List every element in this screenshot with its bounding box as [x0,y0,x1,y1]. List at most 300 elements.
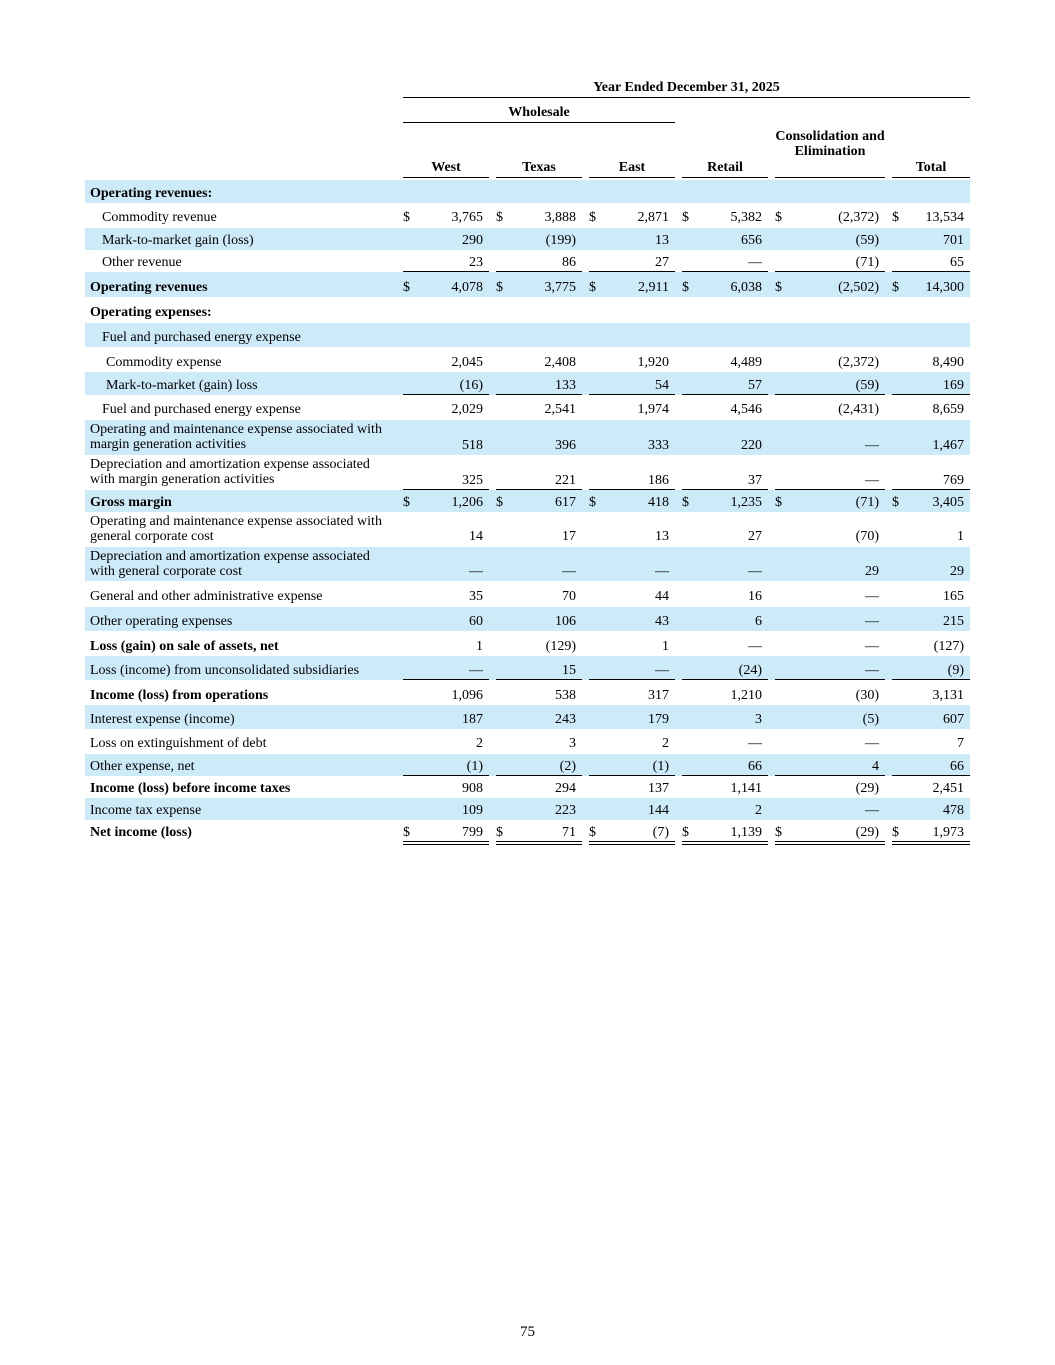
cell-value: 290 [462,233,483,248]
subtotal-rule [775,775,885,776]
cell-value: (2,372) [838,355,879,370]
cell-value: 187 [462,712,483,727]
row-label: Interest expense (income) [90,712,235,727]
value-cell [775,402,879,417]
cell-value: (2,502) [838,280,879,295]
cell-value: 43 [655,614,669,629]
value-cell [892,280,964,295]
row-label: Fuel and purchased energy expense [102,330,301,345]
cell-value: (5) [862,712,879,727]
cell-value: 4,546 [730,402,762,417]
subtotal-rule [589,679,675,680]
dollar-sign: $ [892,825,899,840]
row-label: Gross margin [90,495,172,510]
cell-value: 1,141 [730,781,762,796]
dollar-sign: $ [403,210,410,225]
cell-value: — [562,564,576,579]
subtotal-rule [682,775,768,776]
row-label: Income (loss) before income taxes [90,781,291,796]
value-cell [403,255,483,270]
value-cell [682,688,762,703]
subtotal-rule [403,271,489,272]
cell-value: (71) [855,255,879,270]
total-double-rule [496,841,582,845]
cell-value: 6 [755,614,762,629]
cell-value: (2) [559,759,576,774]
value-cell [403,280,483,295]
cell-value: 1,973 [932,825,964,840]
cell-value: — [748,255,762,270]
cell-value: 44 [655,589,669,604]
cell-value: 2,045 [451,355,483,370]
cell-value: 57 [748,378,762,393]
cell-value: 1,096 [451,688,483,703]
value-cell [775,736,879,751]
cell-value: 29 [950,564,964,579]
dollar-sign: $ [892,210,899,225]
dollar-sign: $ [775,825,782,840]
value-cell [589,378,669,393]
value-cell [589,614,669,629]
cell-value: 14 [469,529,483,544]
cell-value: 518 [462,438,483,453]
cell-value: 538 [555,688,576,703]
value-cell [589,712,669,727]
cell-value: 1 [662,639,669,654]
row-label: Other operating expenses [90,614,233,629]
value-cell [682,712,762,727]
row-label: Operating and maintenance expense associated with margin generation activities [90,422,382,452]
value-cell [589,825,669,840]
cell-value: (1) [466,759,483,774]
value-cell [589,280,669,295]
cell-value: 3,775 [544,280,576,295]
cell-value: 7 [957,736,964,751]
value-cell [496,712,576,727]
total-double-rule [682,841,768,845]
value-cell [589,688,669,703]
row-label: Operating and maintenance expense associated with general corporate cost [90,514,382,544]
value-cell [682,529,762,544]
subtotal-rule [892,271,970,272]
cell-value: 8,659 [932,402,964,417]
value-cell [682,233,762,248]
cell-value: (16) [459,378,483,393]
subtotal-rule [496,775,582,776]
value-cell [775,529,879,544]
cell-value: — [865,736,879,751]
value-cell [496,564,576,579]
cell-value: — [865,663,879,678]
value-cell [892,564,964,579]
row-label: Operating expenses: [90,305,212,320]
value-cell [892,712,964,727]
cell-value: (9) [947,663,964,678]
subtotal-rule [682,394,768,395]
subtotal-rule [775,679,885,680]
value-cell [403,736,483,751]
value-cell [589,473,669,488]
row-label: Commodity revenue [102,210,217,225]
value-cell [403,402,483,417]
value-cell [682,614,762,629]
wholesale-heading-rule [403,122,675,123]
cell-value: 1,210 [730,688,762,703]
value-cell [589,759,669,774]
value-cell [589,736,669,751]
value-cell [775,589,879,604]
dollar-sign: $ [682,210,689,225]
value-cell [496,781,576,796]
value-cell [892,378,964,393]
cell-value: 769 [943,473,964,488]
value-cell [775,280,879,295]
cell-value: — [865,589,879,604]
cell-value: 2,871 [637,210,669,225]
value-cell [682,639,762,654]
value-cell [682,402,762,417]
value-cell [496,280,576,295]
cell-value: 799 [462,825,483,840]
value-cell [892,639,964,654]
value-cell [403,803,483,818]
cell-value: 13 [655,233,669,248]
cell-value: 133 [555,378,576,393]
cell-value: 27 [655,255,669,270]
value-cell [496,825,576,840]
cell-value: 60 [469,614,483,629]
value-cell [682,781,762,796]
value-cell [892,233,964,248]
cell-value: 2,911 [638,280,669,295]
column-header: Consolidation and Elimination [775,129,885,159]
cell-value: 186 [648,473,669,488]
cell-value: 54 [655,378,669,393]
value-cell [682,759,762,774]
value-cell [892,589,964,604]
cell-value: 1,467 [932,438,964,453]
cell-value: — [748,736,762,751]
column-header: Total [915,160,947,175]
value-cell [892,438,964,453]
cell-value: 215 [943,614,964,629]
cell-value: 294 [555,781,576,796]
cell-value: 16 [748,589,762,604]
cell-value: 13,534 [925,210,964,225]
value-cell [775,233,879,248]
value-cell [682,736,762,751]
total-double-rule [403,841,489,845]
subtotal-rule [892,679,970,680]
column-header-rule [775,177,885,178]
total-double-rule [775,841,885,845]
value-cell [775,378,879,393]
value-cell [892,210,964,225]
value-cell [496,663,576,678]
value-cell [775,210,879,225]
cell-value: 144 [648,803,669,818]
total-double-rule [892,841,970,845]
row-label: Loss (gain) on sale of assets, net [90,639,279,654]
cell-value: (2,431) [838,402,879,417]
dollar-sign: $ [682,280,689,295]
value-cell [496,355,576,370]
dollar-sign: $ [403,280,410,295]
value-cell [403,614,483,629]
row-label: Net income (loss) [90,825,192,840]
value-cell [682,825,762,840]
row-label: General and other administrative expense [90,589,323,604]
value-cell [403,759,483,774]
value-cell [496,639,576,654]
cell-value: 179 [648,712,669,727]
value-cell [775,712,879,727]
value-cell [682,280,762,295]
column-header-rule [496,177,582,178]
value-cell [403,639,483,654]
row-label: Operating revenues: [90,186,213,201]
dollar-sign: $ [496,825,503,840]
row-label: Other expense, net [90,759,195,774]
column-header: Texas [522,160,556,175]
subtotal-rule [589,394,675,395]
dollar-sign: $ [496,280,503,295]
cell-value: 656 [741,233,762,248]
cell-value: 8,490 [932,355,964,370]
cell-value: 3,888 [544,210,576,225]
value-cell [496,688,576,703]
dollar-sign: $ [892,280,899,295]
cell-value: 701 [943,233,964,248]
value-cell [496,402,576,417]
subtotal-rule [403,489,489,490]
subtotal-rule [892,394,970,395]
value-cell [496,614,576,629]
value-cell [403,688,483,703]
value-cell [403,473,483,488]
cell-value: 3,405 [932,495,964,510]
value-cell [892,402,964,417]
subtotal-rule [589,271,675,272]
period-heading-rule [403,97,970,98]
value-cell [589,803,669,818]
cell-value: 35 [469,589,483,604]
column-header-rule [682,177,768,178]
dollar-sign: $ [403,495,410,510]
value-cell [496,495,576,510]
cell-value: 6,038 [730,280,762,295]
wholesale-heading: Wholesale [508,105,570,120]
value-cell [682,564,762,579]
value-cell [403,495,483,510]
value-cell [403,529,483,544]
value-cell [775,614,879,629]
cell-value: 4 [872,759,879,774]
value-cell [403,438,483,453]
cell-value: 1,920 [637,355,669,370]
dollar-sign: $ [403,825,410,840]
cell-value: 3,765 [451,210,483,225]
cell-value: 15 [562,663,576,678]
value-cell [403,355,483,370]
row-label: Depreciation and amortization expense associated with general corporate cost [90,549,370,579]
value-cell [892,529,964,544]
value-cell [682,589,762,604]
cell-value: 137 [648,781,669,796]
value-cell [892,759,964,774]
value-cell [496,473,576,488]
value-cell [775,473,879,488]
cell-value: (71) [855,495,879,510]
dollar-sign: $ [775,210,782,225]
dollar-sign: $ [775,495,782,510]
column-header: Retail [707,160,743,175]
value-cell [775,438,879,453]
subtotal-rule [775,394,885,395]
value-cell [589,589,669,604]
cell-value: 3 [569,736,576,751]
row-label: Fuel and purchased energy expense [102,402,301,417]
value-cell [682,495,762,510]
value-cell [892,614,964,629]
value-cell [589,663,669,678]
value-cell [775,759,879,774]
value-cell [892,663,964,678]
value-cell [589,402,669,417]
cell-value: (24) [738,663,762,678]
dollar-sign: $ [496,210,503,225]
subtotal-rule [496,271,582,272]
value-cell [892,355,964,370]
value-cell [892,825,964,840]
cell-value: (127) [933,639,964,654]
value-cell [682,378,762,393]
value-cell [496,803,576,818]
cell-value: (1) [652,759,669,774]
value-cell [403,210,483,225]
subtotal-rule [403,679,489,680]
cell-value: 908 [462,781,483,796]
cell-value: 2,029 [451,402,483,417]
cell-value: 165 [943,589,964,604]
cell-value: — [655,663,669,678]
value-cell [496,529,576,544]
cell-value: 2 [476,736,483,751]
cell-value: (129) [545,639,576,654]
value-cell [775,495,879,510]
cell-value: — [865,803,879,818]
row-label: Loss (income) from unconsolidated subsidiaries [90,663,360,678]
value-cell [496,759,576,774]
cell-value: 70 [562,589,576,604]
cell-value: 607 [943,712,964,727]
cell-value: 2,541 [544,402,576,417]
cell-value: 14,300 [925,280,964,295]
cell-value: 333 [648,438,669,453]
cell-value: (2,372) [838,210,879,225]
cell-value: 325 [462,473,483,488]
table-row [85,298,970,322]
value-cell [589,781,669,796]
dollar-sign: $ [682,825,689,840]
value-cell [892,473,964,488]
value-cell [775,639,879,654]
subtotal-rule [496,679,582,680]
cell-value: 1,974 [637,402,669,417]
value-cell [892,688,964,703]
cell-value: — [748,639,762,654]
cell-value: — [865,639,879,654]
cell-value: 169 [943,378,964,393]
row-label: Mark-to-market (gain) loss [106,378,258,393]
value-cell [682,255,762,270]
subtotal-rule [403,775,489,776]
value-cell [403,589,483,604]
cell-value: 13 [655,529,669,544]
table-row [85,180,970,203]
cell-value: — [865,473,879,488]
value-cell [775,663,879,678]
cell-value: 243 [555,712,576,727]
subtotal-rule [496,394,582,395]
value-cell [496,233,576,248]
value-cell [589,233,669,248]
cell-value: 86 [562,255,576,270]
cell-value: (199) [545,233,576,248]
cell-value: 27 [748,529,762,544]
value-cell [496,736,576,751]
row-label: Commodity expense [106,355,222,370]
column-header-rule [589,177,675,178]
cell-value: 65 [950,255,964,270]
value-cell [682,663,762,678]
value-cell [775,255,879,270]
value-cell [892,495,964,510]
row-label: Operating revenues [90,280,208,295]
subtotal-rule [682,271,768,272]
dollar-sign: $ [589,495,596,510]
value-cell [403,663,483,678]
cell-value: — [469,663,483,678]
cell-value: 220 [741,438,762,453]
subtotal-rule [892,489,970,490]
subtotal-rule [589,775,675,776]
cell-value: (7) [652,825,669,840]
dollar-sign: $ [892,495,899,510]
value-cell [403,825,483,840]
value-cell [403,378,483,393]
cell-value: 1,139 [730,825,762,840]
column-header: West [431,160,461,175]
cell-value: (30) [855,688,879,703]
cell-value: (59) [855,378,879,393]
cell-value: 66 [748,759,762,774]
value-cell [775,688,879,703]
cell-value: 223 [555,803,576,818]
cell-value: (59) [855,233,879,248]
row-label: Income tax expense [90,803,202,818]
column-header-rule [403,177,489,178]
value-cell [403,233,483,248]
value-cell [682,355,762,370]
cell-value: 4,078 [451,280,483,295]
value-cell [403,781,483,796]
value-cell [589,355,669,370]
cell-value: 109 [462,803,483,818]
subtotal-rule [682,679,768,680]
cell-value: (29) [855,781,879,796]
cell-value: 1,206 [451,495,483,510]
